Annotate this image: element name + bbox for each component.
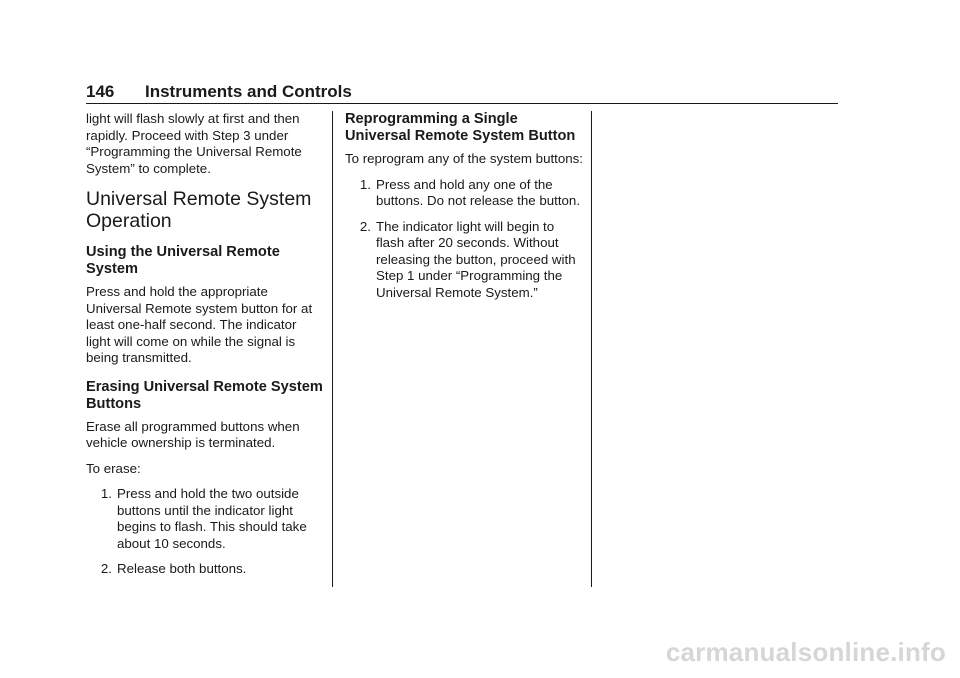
subheading-erasing: Erasing Universal Remote System Buttons — [86, 378, 323, 412]
intro-paragraph: light will flash slowly at first and then rapidly. Proceed with Step 3 under “Programming the Universal Remote System” to complete. — [86, 111, 302, 176]
step-number: 2. — [359, 218, 371, 234]
erase-steps-list — [86, 486, 324, 578]
column-divider — [332, 111, 333, 587]
column-divider — [591, 111, 592, 587]
step-text: Release both buttons. — [117, 561, 247, 576]
watermark: carmanualsonline.info — [665, 637, 946, 667]
column-left — [86, 111, 324, 587]
subheading-using: Using the Universal Remote System — [86, 244, 280, 277]
list-item — [345, 219, 583, 302]
step-text: Press and hold the two outside buttons until the indicator light begins to flash. This should take about 10 seconds. — [117, 486, 307, 551]
erasing-paragraph: Erase all programmed buttons when vehicle ownership is terminated. — [86, 418, 300, 450]
reprogram-intro: To reprogram any of the system buttons: — [345, 151, 583, 166]
column-middle — [345, 111, 583, 310]
to-erase-label: To erase: — [86, 460, 141, 476]
step-text: The indicator light will begin to flash after 20 seconds. Without releasing the button, proceed with Step 1 under “Programming the Universal Remote System.” — [376, 218, 576, 300]
page-header — [86, 82, 838, 104]
main-heading: Universal Remote System Operation — [86, 188, 312, 232]
step-number: 1. — [100, 486, 112, 501]
list-item — [345, 177, 583, 210]
using-paragraph: Press and hold the appropriate Universal Remote system button for at least one-half second. The indicator light will come on while the signal is being transmitted. — [86, 284, 313, 365]
step-text: Press and hold any one of the buttons. Do not release the button. — [376, 176, 581, 208]
list-item — [86, 486, 324, 552]
reprogram-steps-list — [345, 177, 583, 302]
step-number: 2. — [100, 561, 112, 576]
subheading-reprogramming: Reprogramming a Single Universal Remote System Button — [345, 111, 576, 144]
list-item — [86, 561, 324, 578]
section-title: Instruments and Controls — [145, 82, 352, 101]
page-number: 146 — [86, 82, 115, 101]
step-number: 1. — [359, 176, 371, 192]
